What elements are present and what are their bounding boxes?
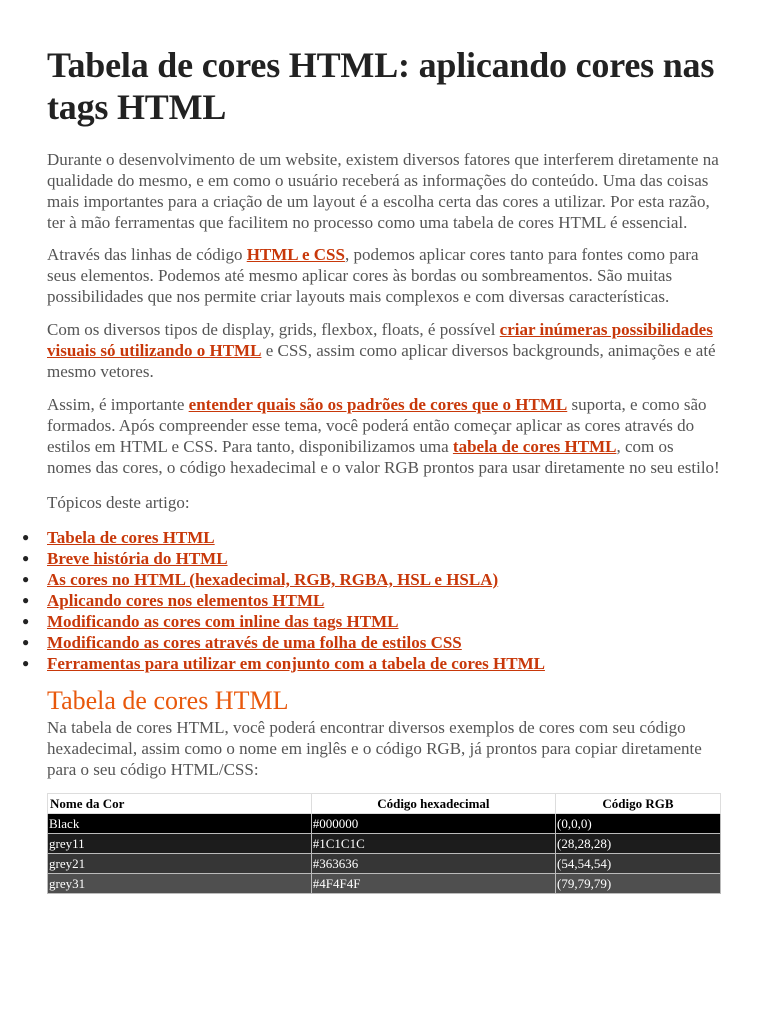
bullet-icon: ● — [22, 572, 30, 586]
topics-intro: Tópicos deste artigo: — [47, 493, 190, 512]
cell-color-name: grey31 — [48, 874, 312, 894]
bullet-icon: ● — [22, 656, 30, 670]
cell-color-name: grey21 — [48, 854, 312, 874]
cell-hex-code: #4F4F4F — [311, 874, 555, 894]
table-row — [48, 854, 721, 874]
text: , com os nomes das cores, o código hexadecimal e o valor RGB prontos para usar diretamente no seu estilo! — [47, 437, 720, 477]
text: Com os diversos tipos de display, grids, flexbox, floats, é possível — [47, 320, 500, 339]
bullet-icon: ● — [22, 530, 30, 544]
table-header-row — [48, 794, 721, 814]
bullet-icon: ● — [22, 593, 30, 607]
paragraph-html-css — [47, 244, 721, 307]
paragraph-standards — [47, 394, 721, 478]
list-item — [22, 527, 721, 548]
topic-link[interactable]: Aplicando cores nos elementos HTML — [47, 591, 325, 610]
section-heading: Tabela de cores HTML — [47, 686, 289, 715]
list-item — [22, 548, 721, 569]
cell-color-name: Black — [48, 814, 312, 834]
table-row — [48, 834, 721, 854]
cell-rgb-code: (28,28,28) — [555, 834, 720, 854]
cell-rgb-code: (0,0,0) — [555, 814, 720, 834]
topic-link[interactable]: Modificando as cores com inline das tags HTML — [47, 612, 399, 631]
topic-link[interactable]: As cores no HTML (hexadecimal, RGB, RGBA, HSL e HSLA) — [47, 570, 499, 589]
color-table-link[interactable]: tabela de cores HTML — [452, 437, 617, 456]
table-intro-paragraph: Na tabela de cores HTML, você poderá encontrar diversos exemplos de cores com seu código hexadecimal, assim como o nome em inglês e o código RGB, já prontos para copiar diretamente para o seu código HTML/CSS: — [47, 718, 702, 779]
text: e CSS, assim como aplicar diversos backgrounds, animações e até mesmo vetores. — [47, 341, 716, 381]
bullet-icon: ● — [22, 635, 30, 649]
color-table — [47, 793, 721, 894]
color-standards-link[interactable]: entender quais são os padrões de cores que o HTML — [188, 395, 568, 414]
header-color-name: Nome da Cor — [48, 794, 312, 814]
list-item — [22, 569, 721, 590]
header-rgb-code: Código RGB — [555, 794, 720, 814]
visual-possibilities-link[interactable]: criar inúmeras possibilidades visuais só utilizando o HTML — [47, 320, 713, 360]
paragraph-display — [47, 319, 721, 382]
cell-hex-code: #1C1C1C — [311, 834, 555, 854]
cell-rgb-code: (79,79,79) — [555, 874, 720, 894]
cell-rgb-code: (54,54,54) — [555, 854, 720, 874]
bullet-icon: ● — [22, 614, 30, 628]
list-item — [22, 611, 721, 632]
topic-link[interactable]: Breve história do HTML — [47, 549, 228, 568]
topic-link[interactable]: Modificando as cores através de uma folha de estilos CSS — [47, 633, 462, 652]
cell-hex-code: #000000 — [311, 814, 555, 834]
cell-hex-code: #363636 — [311, 854, 555, 874]
topics-list — [22, 527, 721, 674]
text: suporta, e como são formados. Após compreender esse tema, você poderá então começar aplicar as cores através do estilos em HTML e CSS. Para tanto, disponibilizamos uma — [47, 395, 707, 456]
cell-color-name: grey11 — [48, 834, 312, 854]
table-row — [48, 814, 721, 834]
list-item — [22, 632, 721, 653]
page-title: Tabela de cores HTML: aplicando cores nas tags HTML — [47, 45, 715, 127]
bullet-icon: ● — [22, 551, 30, 565]
topic-link[interactable]: Tabela de cores HTML — [47, 528, 215, 547]
list-item — [22, 590, 721, 611]
list-item — [22, 653, 721, 674]
text: Através das linhas de código — [47, 245, 247, 264]
text: Assim, é importante — [47, 395, 189, 414]
header-hex-code: Código hexadecimal — [311, 794, 555, 814]
html-css-link[interactable]: HTML e CSS — [246, 245, 345, 264]
topic-link[interactable]: Ferramentas para utilizar em conjunto com a tabela de cores HTML — [47, 654, 545, 673]
intro-paragraph: Durante o desenvolvimento de um website, existem diversos fatores que interferem diretamente na qualidade do mesmo, e em como o usuário receberá as informações do conteúdo. Uma das coisas mais importantes para a criação de um layout é a escolha certa das cores a utilizar. Por esta razão, ter à mão ferramentas que facilitem no processo como uma tabela de cores HTML é essencial. — [47, 150, 719, 232]
table-row — [48, 874, 721, 894]
text: , podemos aplicar cores tanto para fontes como para seus elementos. Podemos até mesmo aplicar cores às bordas ou sombreamentos. São muitas possibilidades que nos permite criar layouts mais complexos e com diversas características. — [47, 245, 699, 306]
